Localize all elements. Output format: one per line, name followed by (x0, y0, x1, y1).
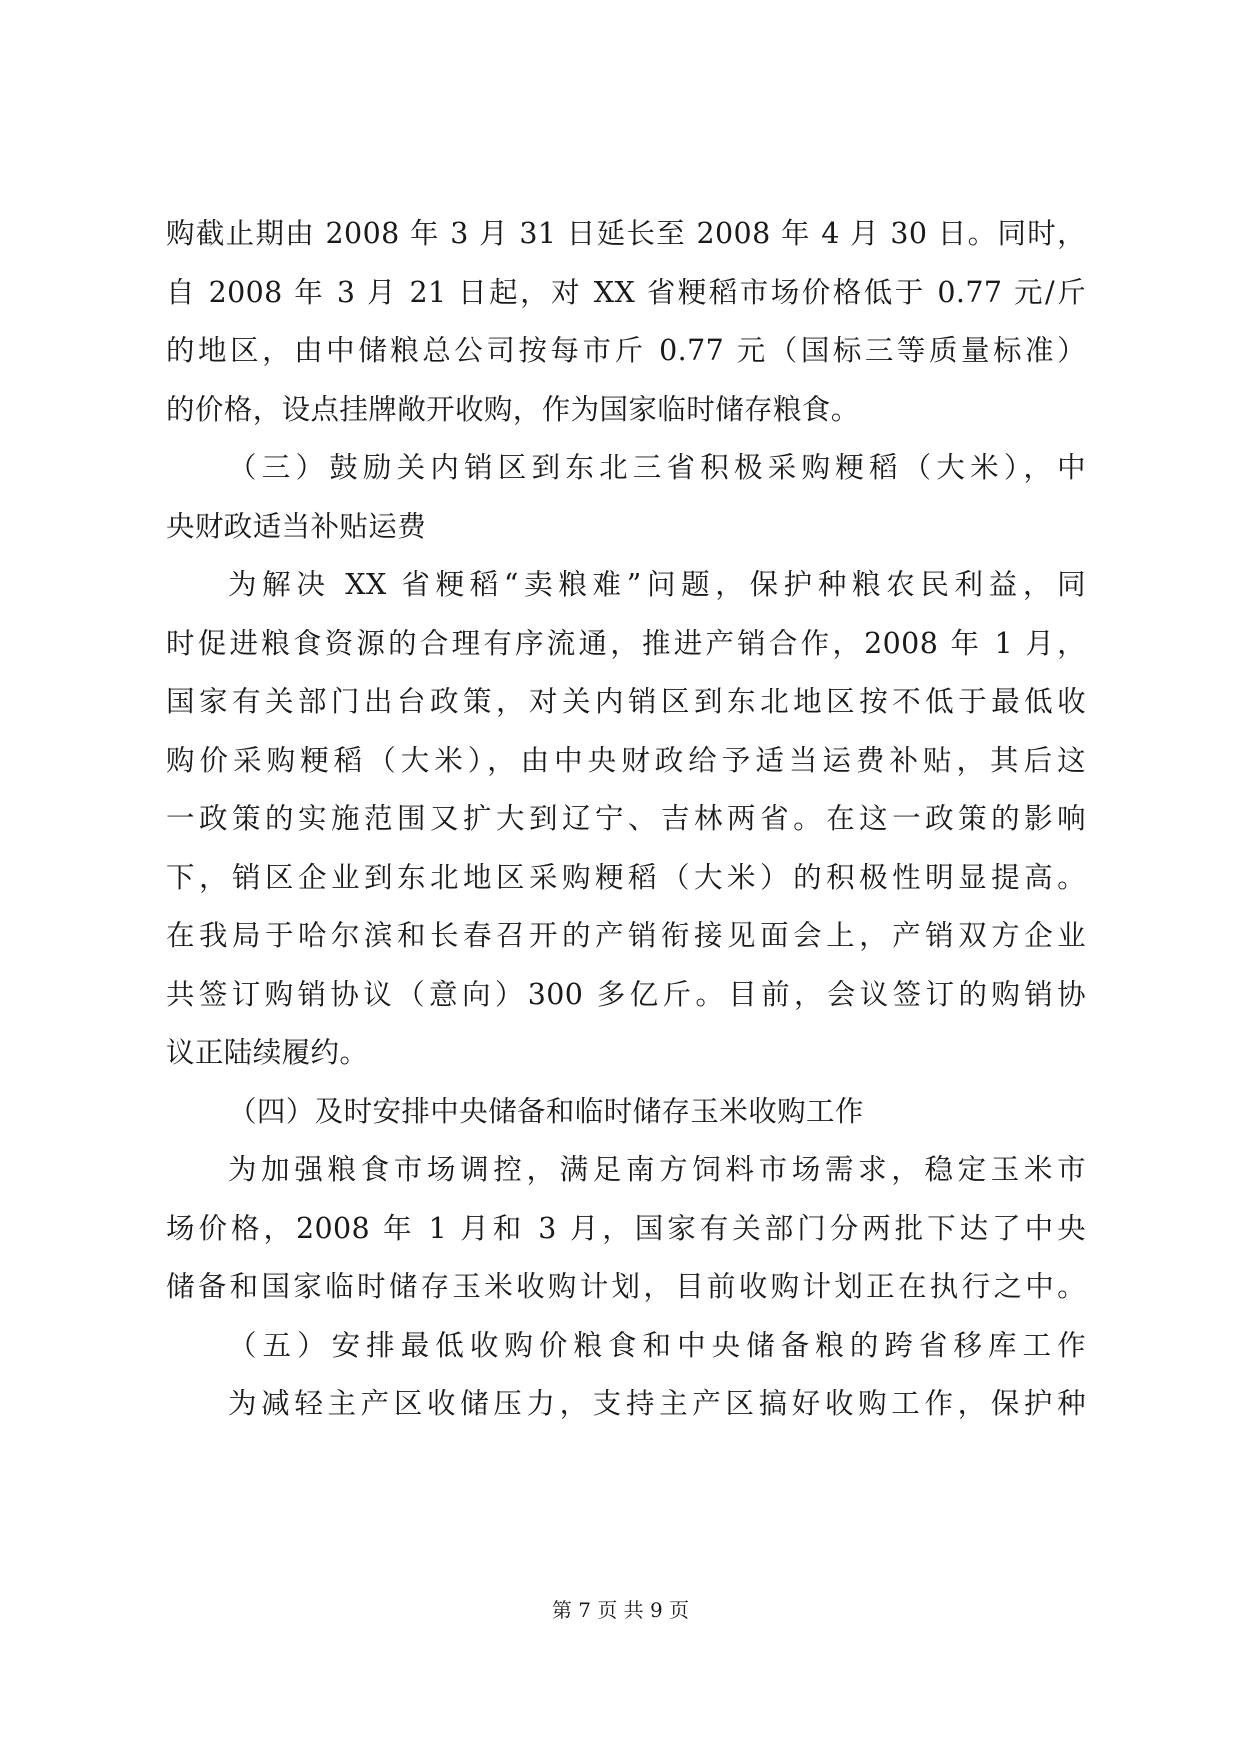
text-line: 时促进粮食资源的合理有序流通，推进产销合作，2008 年 1 月， (166, 626, 1086, 660)
text-line: 的地区，由中储粮总公司按每市斤 0.77 元（国标三等质量标准） (166, 334, 1086, 367)
text-line: 为加强粮食市场调控，满足南方饲料市场需求，稳定玉米市 (228, 1153, 1086, 1186)
text-line: 为解决 XX 省粳稻“卖粮难”问题，保护种粮农民利益，同 (228, 568, 1086, 601)
text-line: 议正陆续履约。 (166, 1036, 369, 1069)
text-line: 场价格，2008 年 1 月和 3 月，国家有关部门分两批下达了中央 (166, 1211, 1086, 1245)
section-heading-3-cont: 央财政适当补贴运费 (166, 509, 427, 543)
text-line: 为减轻主产区收储压力，支持主产区搞好收购工作，保护种 (228, 1387, 1086, 1420)
text-line: 储备和国家临时储存玉米收购计划，目前收购计划正在执行之中。 (166, 1270, 1086, 1303)
page-number-footer: 第 7 页 共 9 页 (551, 1598, 690, 1622)
section-heading-3: （三）鼓励关内销区到东北三省积极采购粳稻（大米），中 (228, 451, 1086, 484)
text-line: 购价采购粳稻（大米），由中央财政给予适当运费补贴，其后这 (166, 743, 1086, 777)
document-body (166, 205, 1086, 1434)
text-line: 一政策的实施范围又扩大到辽宁、吉林两省。在这一政策的影响 (166, 802, 1086, 835)
text-line: 购截止期由 2008 年 3 月 31 日延长至 2008 年 4 月 30 日。同时， (166, 217, 1086, 250)
text-line: 的价格，设点挂牌敞开收购，作为国家临时储存粮食。 (166, 392, 860, 426)
text-line: 共签订购销协议（意向）300 多亿斤。目前，会议签订的购销协 (166, 977, 1086, 1011)
section-heading-4: （四）及时安排中央储备和临时储存玉米收购工作 (228, 1094, 864, 1128)
text-line: 下，销区企业到东北地区采购粳稻（大米）的积极性明显提高。 (166, 860, 1086, 894)
text-line: 自 2008 年 3 月 21 日起，对 XX 省粳稻市场价格低于 0.77 元/斤 (166, 275, 1086, 309)
text-line: 国家有关部门出台政策，对关内销区到东北地区按不低于最低收 (166, 685, 1086, 718)
section-heading-5: （五）安排最低收购价粮食和中央储备粮的跨省移库工作 (228, 1328, 1086, 1362)
text-line: 在我局于哈尔滨和长春召开的产销衔接见面会上，产销双方企业 (166, 919, 1086, 952)
